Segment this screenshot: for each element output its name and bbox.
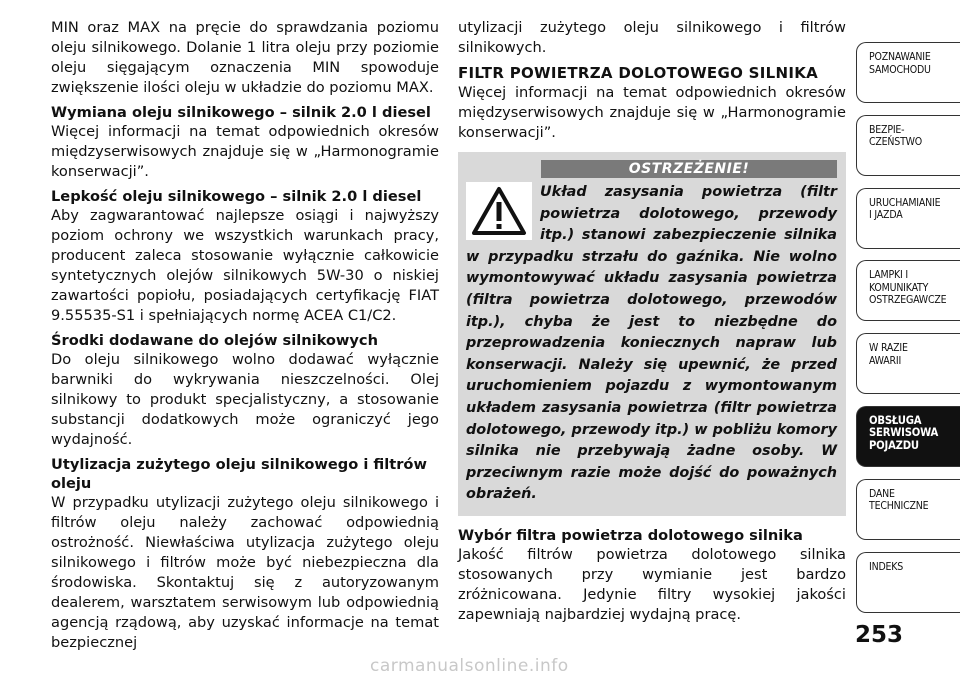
tab-label-line: INDEKS — [869, 560, 904, 573]
tab-label-line: LAMPKI I — [869, 269, 908, 282]
paragraph-min-max: MIN oraz MAX na pręcie do sprawdzania poziomu oleju silnikowego. Dolanie 1 litra oleju przy poziomie oleju sięgającym oznaczenia MIN spowoduje zwiększenie ilości oleju w układzie do poziomu MAX. — [51, 19, 439, 96]
tab-label-line: SAMOCHODU — [869, 63, 931, 76]
page-number: 253 — [855, 622, 904, 648]
heading-oil-change: Wymiana oleju silnikowego – silnik 2.0 l diesel — [51, 104, 431, 121]
paragraph-air-filter: Więcej informacji na temat odpowiednich okresów międzyserwisowych znajduje się w „Harmonogramie konserwacji”. — [458, 84, 846, 141]
tab-label-line: AWARII — [869, 354, 902, 367]
tab-w-razie-awarii[interactable] — [856, 333, 960, 394]
heading-oil-viscosity: Lepkość oleju silnikowego – silnik 2.0 l diesel — [51, 188, 422, 205]
heading-filter-choice: Wybór filtra powietrza dolotowego silnika — [458, 526, 803, 544]
heading-air-filter: FILTR POWIETRZA DOLOTOWEGO SILNIKA — [458, 64, 819, 82]
paragraph-disposal-continuation: utylizacji zużytego oleju silnikowego i filtrów silnikowych. — [458, 19, 846, 56]
tab-poznawanie-samochodu[interactable] — [856, 42, 960, 103]
tab-uruchamianie-i-jazda[interactable] — [856, 188, 960, 249]
warning-box — [458, 152, 846, 516]
tab-label-line: SERWISOWA — [869, 426, 939, 440]
tab-label-line: KOMUNIKATY — [869, 281, 929, 294]
paragraph-oil-additives: Do oleju silnikowego wolno dodawać wyłącznie barwniki do wykrywania nieszczelności. Olej silnikowy to produkt specjalistyczny, a stosowanie substancji dodatkowych może ograniczyć jego wydajność. — [51, 351, 439, 448]
paragraph-oil-viscosity: Aby zagwarantować najlepsze osiągi i najwyższy poziom ochrony we wszystkich warunkach pracy, producent zaleca stosowanie wyłącznie całkowicie syntetycznych olejów silnikowych 5W-30 o niskiej zawartości popiołu, posiadających certyfikację FIAT 9.55535-S1 i spełniających normę ACEA C1/C2. — [51, 207, 439, 324]
heading-oil-disposal: Utylizacja zużytego oleju silnikowego i filtrów oleju — [51, 456, 427, 492]
heading-oil-additives: Środki dodawane do olejów silnikowych — [51, 332, 378, 349]
tab-label-line: URUCHAMIANIE — [869, 196, 941, 209]
paragraph-oil-disposal: W przypadku utylizacji zużytego oleju silnikowego i filtrów oleju należy zachować odpowiednią ostrożność. Niewłaściwa utylizacja zużytego oleju silnikowego i filtrów może być niebezpieczna dla środowiska. Skontaktuj się z autoryzowanym dealerem, warsztatem serwisowym lub odpowiednią agencją rządową, aby uzyskać informacje na temat bezpiecznej — [51, 494, 439, 651]
tab-lampki-i-komunikaty[interactable] — [856, 260, 960, 321]
paragraph-oil-change: Więcej informacji na temat odpowiednich okresów międzyserwisowych znajduje się w „Harmonogramie konserwacji”. — [51, 123, 439, 180]
left-column — [51, 18, 439, 658]
warning-title: OSTRZEŻENIE! — [541, 160, 837, 178]
tab-label-line: I JAZDA — [869, 209, 903, 222]
tab-label-line: OSTRZEGAWCZE — [869, 294, 947, 307]
tab-label-line: POZNAWANIE — [869, 51, 931, 63]
tab-indeks[interactable] — [856, 552, 960, 613]
tab-label-line: OBSŁUGA — [869, 413, 922, 427]
tab-obsluga-serwisowa-pojazdu[interactable] — [856, 406, 960, 467]
tab-label-line: TECHNICZNE — [869, 500, 929, 513]
tab-label-line: CZEŃSTWO — [869, 136, 923, 149]
right-column — [458, 18, 846, 630]
watermark: carmanualsonline.info — [370, 656, 569, 676]
warning-text: Układ zasysania powietrza (filtr powietrza dolotowego, przewody itp.) stanowi zabezpieczenie silnika w przypadku strzału do gaźnika. Nie wolno wymontowywać układu zasysania powietrza (filtra powietrza dolotowego, przewodów itp.), chyba że jest to niezbędne do przeprowadzenia koniecznych napraw lub konserwacji. Należy się upewnić, że przed uruchomieniem pojazdu z wymontowanym układem zasysania powietrza (filtr powietrza dolotowego, przewody itp.) w pobliżu komory silnika nie przebywają żadne osoby. W przeciwnym razie może dojść do poważnych obrażeń. — [466, 184, 837, 503]
paragraph-filter-choice: Jakość filtrów powietrza dolotowego silnika stosowanych przy wymianie jest bardzo zróżnicowana. Jedynie filtry wysokiej jakości zapewniają najbardziej wydajną pracę. — [458, 545, 846, 623]
tab-label-line: BEZPIE- — [869, 123, 905, 136]
chapter-tabs — [856, 42, 960, 624]
tab-label-line: DANE — [869, 487, 895, 500]
warning-triangle-icon — [466, 182, 532, 240]
tab-label-line: POJAZDU — [869, 438, 919, 452]
tab-dane-techniczne[interactable] — [856, 479, 960, 540]
tab-label-line: W RAZIE — [869, 342, 908, 355]
tab-bezpieczenstwo[interactable] — [856, 115, 960, 176]
